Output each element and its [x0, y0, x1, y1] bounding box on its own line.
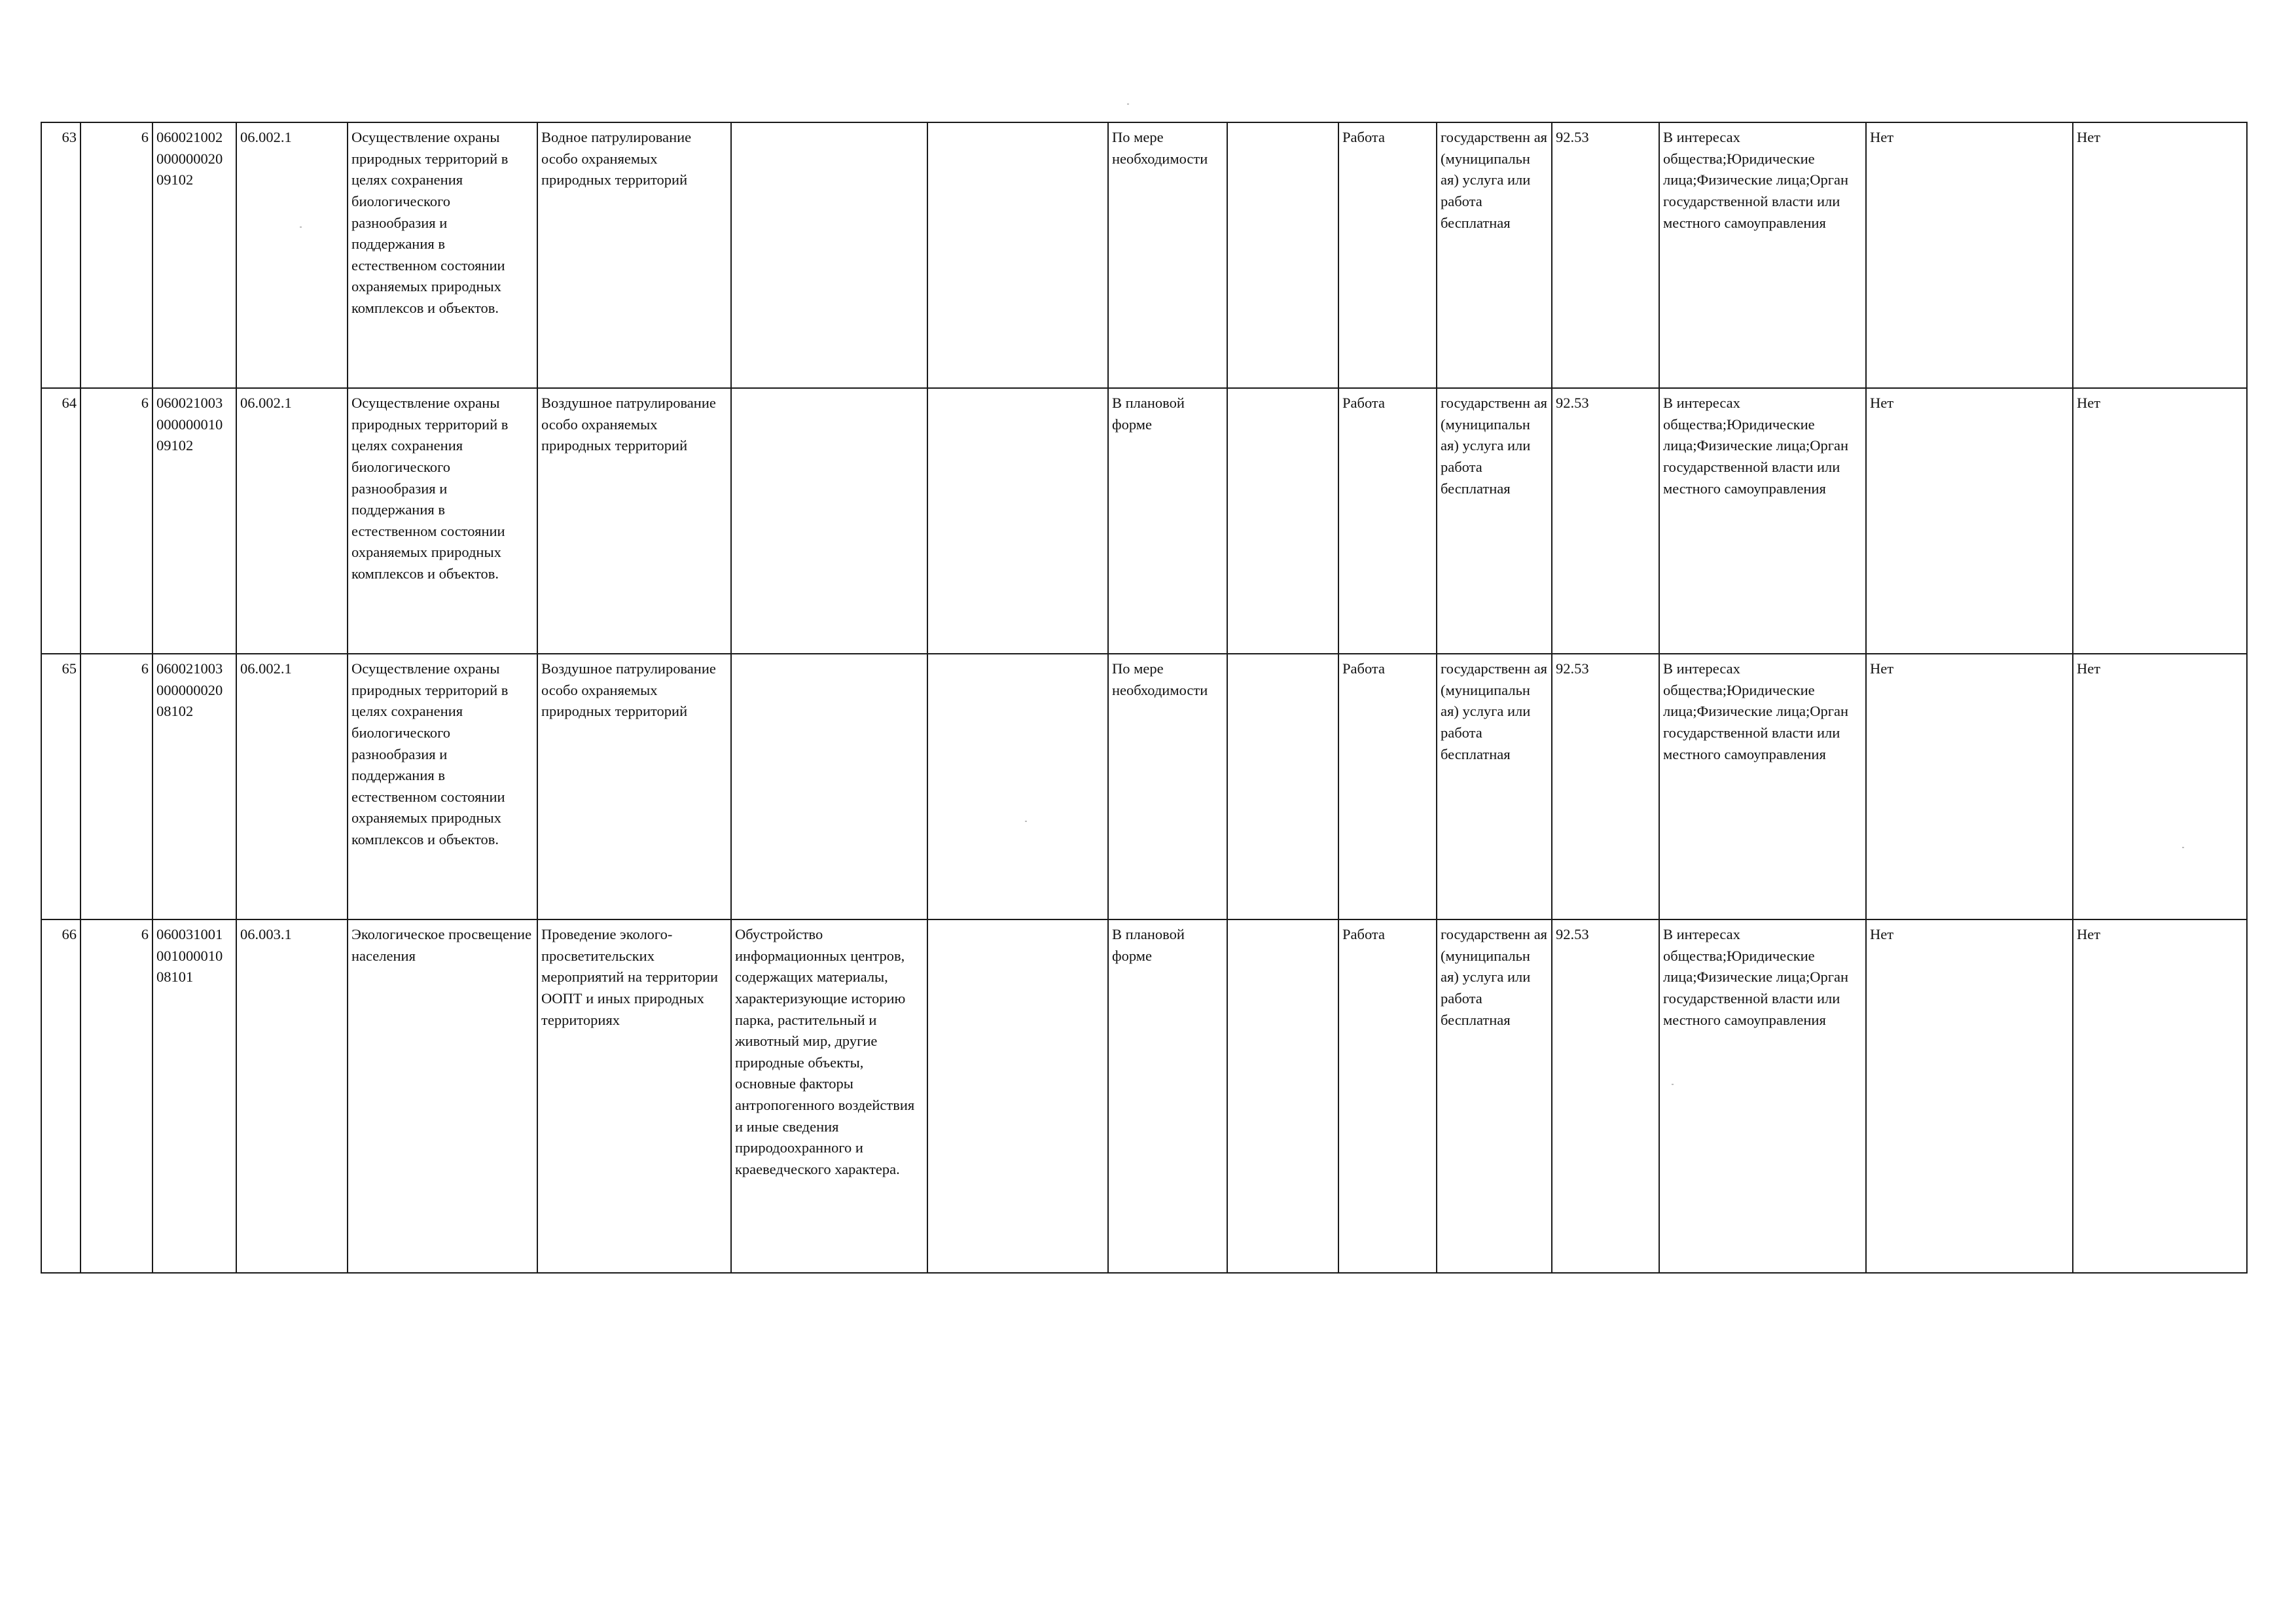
row-number: 63	[41, 122, 81, 388]
empty-cell	[927, 919, 1108, 1273]
flag-cell: Нет	[2073, 122, 2247, 388]
service-content-detail	[731, 388, 927, 654]
empty-cell	[1227, 919, 1338, 1273]
okved-code: 92.53	[1552, 388, 1659, 654]
table-row	[41, 654, 2247, 919]
provision-condition: В плановой форме	[1108, 919, 1227, 1273]
empty-cell	[927, 654, 1108, 919]
registry-body	[41, 122, 2247, 1273]
flag-cell: Нет	[1866, 654, 2073, 919]
flag-cell: Нет	[2073, 388, 2247, 654]
payment-type: государственн ая (муниципальн ая) услуга или работа бесплатная	[1437, 388, 1552, 654]
empty-cell	[927, 388, 1108, 654]
section-number: 6	[81, 122, 152, 388]
registry-code: 060021003 000000010 09102	[152, 388, 236, 654]
empty-cell	[1227, 654, 1338, 919]
work-type: Работа	[1338, 388, 1437, 654]
flag-cell: Нет	[1866, 122, 2073, 388]
classifier-code: 06.002.1	[236, 122, 348, 388]
section-number: 6	[81, 654, 152, 919]
payment-type: государственн ая (муниципальн ая) услуга или работа бесплатная	[1437, 122, 1552, 388]
service-content: Водное патрулирование особо охраняемых природных территорий	[537, 122, 731, 388]
classifier-code: 06.002.1	[236, 388, 348, 654]
service-name: Экологическое просвещение населения	[348, 919, 537, 1273]
row-number: 64	[41, 388, 81, 654]
table-row	[41, 919, 2247, 1273]
provision-condition: По мере необходимости	[1108, 654, 1227, 919]
okved-code: 92.53	[1552, 919, 1659, 1273]
registry-sheet	[41, 122, 2248, 1274]
empty-cell	[927, 122, 1108, 388]
empty-cell	[1227, 122, 1338, 388]
row-number: 66	[41, 919, 81, 1273]
flag-cell: Нет	[1866, 388, 2073, 654]
scan-speck	[300, 226, 302, 228]
empty-cell	[1227, 388, 1338, 654]
work-type: Работа	[1338, 654, 1437, 919]
flag-cell: Нет	[2073, 919, 2247, 1273]
payment-type: государственн ая (муниципальн ая) услуга или работа бесплатная	[1437, 919, 1552, 1273]
service-content: Проведение эколого-просветительских мероприятий на территории ООПТ и иных природных территориях	[537, 919, 731, 1273]
scan-speck	[1672, 1084, 1674, 1085]
registry-code: 060021003 000000020 08102	[152, 654, 236, 919]
registry-table	[41, 122, 2248, 1274]
section-number: 6	[81, 919, 152, 1273]
registry-code: 060021002 000000020 09102	[152, 122, 236, 388]
service-content: Воздушное патрулирование особо охраняемых природных территорий	[537, 388, 731, 654]
provision-condition: В плановой форме	[1108, 388, 1227, 654]
work-type: Работа	[1338, 919, 1437, 1273]
flag-cell: Нет	[2073, 654, 2247, 919]
scan-speck	[2182, 847, 2184, 848]
service-content-detail	[731, 122, 927, 388]
payment-type: государственн ая (муниципальн ая) услуга или работа бесплатная	[1437, 654, 1552, 919]
table-row	[41, 388, 2247, 654]
classifier-code: 06.003.1	[236, 919, 348, 1273]
okved-code: 92.53	[1552, 654, 1659, 919]
table-row	[41, 122, 2247, 388]
work-type: Работа	[1338, 122, 1437, 388]
service-name: Осуществление охраны природных территорий в целях сохранения биологического разнообразия и поддержания в естественном состоянии охраняемых природных комплексов и объектов.	[348, 122, 537, 388]
section-number: 6	[81, 388, 152, 654]
classifier-code: 06.002.1	[236, 654, 348, 919]
row-number: 65	[41, 654, 81, 919]
service-content: Воздушное патрулирование особо охраняемых природных территорий	[537, 654, 731, 919]
service-content-detail	[731, 654, 927, 919]
scan-speck	[1127, 103, 1129, 105]
registry-code: 060031001 001000010 08101	[152, 919, 236, 1273]
consumer-categories: В интересах общества;Юридические лица;Физические лица;Орган государственной власти или местного самоуправления	[1659, 388, 1866, 654]
consumer-categories: В интересах общества;Юридические лица;Физические лица;Орган государственной власти или местного самоуправления	[1659, 654, 1866, 919]
service-name: Осуществление охраны природных территорий в целях сохранения биологического разнообразия и поддержания в естественном состоянии охраняемых природных комплексов и объектов.	[348, 654, 537, 919]
scan-speck	[1025, 821, 1027, 822]
flag-cell: Нет	[1866, 919, 2073, 1273]
provision-condition: По мере необходимости	[1108, 122, 1227, 388]
consumer-categories: В интересах общества;Юридические лица;Физические лица;Орган государственной власти или местного самоуправления	[1659, 122, 1866, 388]
okved-code: 92.53	[1552, 122, 1659, 388]
consumer-categories: В интересах общества;Юридические лица;Физические лица;Орган государственной власти или местного самоуправления	[1659, 919, 1866, 1273]
service-content-detail: Обустройство информационных центров, содержащих материалы, характеризующие историю парка, растительный и животный мир, другие природные объекты, основные факторы антропогенного воздействия и иные сведения природоохранного и краеведческого характера.	[731, 919, 927, 1273]
service-name: Осуществление охраны природных территорий в целях сохранения биологического разнообразия и поддержания в естественном состоянии охраняемых природных комплексов и объектов.	[348, 388, 537, 654]
